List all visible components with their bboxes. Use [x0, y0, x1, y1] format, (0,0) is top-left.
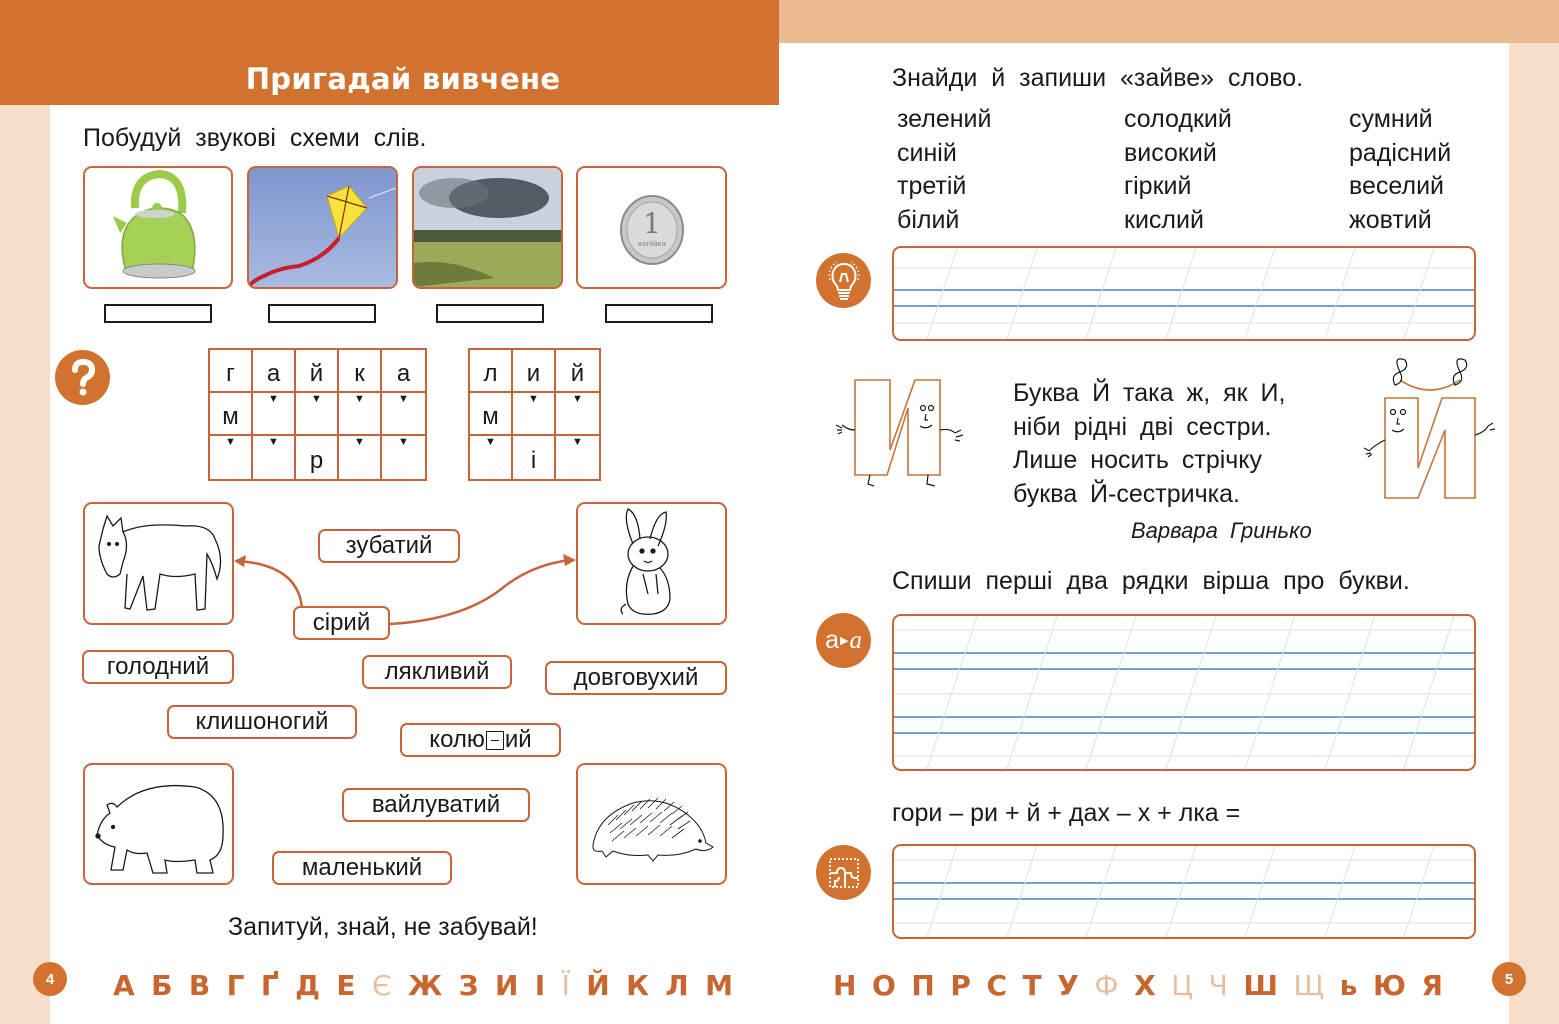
word-item: третій	[897, 172, 967, 200]
svg-text:1: 1	[643, 207, 661, 240]
alphabet-letter: Б	[151, 968, 173, 1002]
word-part-suffix: ий	[504, 726, 532, 753]
word-item: жовтий	[1349, 205, 1432, 234]
word-chip-siryi[interactable]: сірий	[293, 606, 390, 640]
word-item: синій	[897, 138, 957, 167]
grid-cell[interactable]	[470, 436, 513, 479]
bear-image	[85, 765, 232, 883]
alphabet-letter: Й	[586, 968, 610, 1002]
alphabet-letter: Л	[665, 968, 689, 1002]
hedgehog-image	[578, 765, 725, 883]
missing-letter-box[interactable]	[486, 731, 504, 750]
alphabet-letter: Г	[226, 968, 245, 1002]
word-columns	[897, 103, 1517, 237]
grid-letter: і	[530, 446, 537, 474]
grid-cell[interactable]	[556, 436, 599, 479]
grid-cell	[382, 350, 425, 393]
picture-card-hedgehog	[576, 763, 727, 885]
grid-cell[interactable]	[253, 436, 296, 479]
alphabet-letter: Ж	[407, 968, 443, 1002]
answer-slot-3[interactable]	[436, 304, 544, 323]
arrow-down-icon: ▼	[354, 436, 365, 448]
arrow-down-icon: ▼	[572, 436, 583, 448]
grid-cell	[470, 393, 513, 436]
alphabet-letter: С	[986, 968, 1008, 1002]
alphabet-letter: М	[705, 968, 733, 1002]
sound-grid-lyi	[468, 348, 601, 481]
word-equation-puzzle: гори – ри + й + дах – х + лка =	[892, 799, 1241, 827]
alphabet-letter: Т	[1022, 968, 1042, 1002]
word-chip-klyshonohyi[interactable]: клишоногий	[167, 705, 357, 739]
alphabet-letter: ь	[1339, 968, 1358, 1002]
alphabet-letter: Р	[950, 968, 971, 1002]
word-chip-dovhovukhyi[interactable]: довговухий	[545, 661, 727, 695]
word-chip-liaklyvyi[interactable]: лякливий	[362, 655, 512, 689]
grid-cell	[296, 350, 339, 393]
arrow-right-icon: ▶	[839, 635, 849, 647]
grid-letter: а	[396, 359, 411, 387]
alphabet-letter: Ш	[1243, 968, 1278, 1002]
kettle-image	[85, 168, 231, 287]
word-chip-malenkyi[interactable]: маленький	[272, 851, 452, 885]
alphabet-letter: О	[872, 968, 896, 1002]
alphabet-letter: Ф	[1094, 968, 1119, 1002]
arrow-down-icon: ▼	[354, 393, 365, 405]
grid-cell	[556, 350, 599, 393]
poem-line: Лише носить стрічку	[1013, 446, 1263, 474]
ruled-lines	[894, 616, 1474, 769]
grid-cell[interactable]	[556, 393, 599, 436]
writing-lines-answer-1[interactable]	[892, 246, 1476, 341]
alphabet-letter: Ґ	[260, 968, 279, 1002]
poem-line: Буква Й така ж, як И,	[1013, 379, 1286, 407]
arrow-down-icon: ▼	[268, 393, 279, 405]
alphabet-letter: Ю	[1372, 968, 1406, 1002]
word-column-1	[897, 103, 1124, 237]
arrow-down-icon: ▼	[311, 393, 322, 405]
alphabet-letter: І	[534, 968, 546, 1002]
grid-letter: й	[309, 359, 324, 387]
word-item: солодкий	[1124, 105, 1232, 133]
poem-line: буква Й-сестричка.	[1013, 479, 1240, 508]
letter-yi-character-illustration	[1360, 350, 1500, 505]
word-part-prefix: колю	[429, 726, 485, 753]
poem-author: Варвара Гринько	[1131, 518, 1312, 543]
word-item: сумний	[1349, 105, 1433, 133]
cursive-letter: a	[849, 626, 862, 654]
word-column-2	[1124, 103, 1349, 237]
connector-arrows	[230, 550, 580, 640]
arrow-down-icon: ▼	[268, 436, 279, 448]
letter-y-character-illustration	[830, 370, 970, 500]
svg-text:копійка: копійка	[637, 240, 667, 248]
alphabet-strip-left	[113, 966, 733, 1004]
grid-letter: и	[526, 359, 541, 387]
task-instruction-copy-lines: Спиши перші два рядки вірша про букви.	[892, 567, 1410, 595]
arrow-down-icon: ▼	[225, 436, 236, 448]
word-column-3	[1349, 103, 1451, 237]
picture-card-hare	[576, 502, 727, 625]
writing-lines-answer-2[interactable]	[892, 614, 1476, 771]
left-page-margin	[0, 105, 50, 1024]
word-chip-holodnyi[interactable]: голодний	[82, 650, 234, 684]
word-chip-koliuchyi[interactable]	[400, 723, 561, 757]
grid-letter: р	[309, 446, 324, 474]
alphabet-letter: Я	[1421, 968, 1443, 1002]
alphabet-letter: Е	[336, 968, 356, 1002]
word-item: високий	[1124, 138, 1217, 167]
ruled-lines	[894, 846, 1474, 937]
word-chip-zubatyi[interactable]: зубатий	[318, 529, 460, 563]
section-title: Пригадай вивчене	[245, 62, 561, 96]
alphabet-letter: П	[911, 968, 935, 1002]
flock-image	[414, 168, 561, 287]
kite-image	[249, 168, 396, 287]
grid-letter: м	[482, 402, 499, 430]
picture-card-wolf	[83, 502, 234, 625]
coin-image	[578, 168, 725, 287]
arrow-down-icon: ▼	[528, 393, 539, 405]
alphabet-letter: Д	[295, 968, 321, 1002]
right-page-header-bar	[779, 0, 1559, 43]
alphabet-letter: Ч	[1208, 968, 1228, 1002]
question-icon	[55, 350, 110, 405]
word-item: веселий	[1349, 172, 1444, 200]
grid-cell	[513, 350, 556, 393]
picture-card-kite	[247, 166, 398, 289]
alphabet-letter: Щ	[1293, 968, 1325, 1002]
grid-cell	[339, 350, 382, 393]
grid-letter: к	[354, 359, 365, 387]
ruled-lines	[894, 248, 1474, 339]
arrow-down-icon: ▼	[398, 436, 409, 448]
alphabet-letter: Ї	[561, 968, 570, 1002]
poem	[1013, 377, 1285, 511]
grid-cell[interactable]	[513, 393, 556, 436]
grid-cell	[470, 350, 513, 393]
grid-cell[interactable]	[210, 436, 253, 479]
alphabet-letter: Н	[833, 968, 857, 1002]
answer-slot-2[interactable]	[268, 304, 376, 323]
proverb-text: Запитуй, знай, не забувай!	[228, 913, 538, 941]
sound-grid-haika	[208, 348, 427, 481]
alphabet-strip-right	[833, 966, 1443, 1004]
hare-image	[578, 504, 725, 623]
grid-letter: м	[222, 402, 239, 430]
puzzle-icon	[816, 845, 871, 900]
grid-letter: а	[266, 359, 281, 387]
word-item: радісний	[1349, 138, 1452, 167]
picture-card-kettle	[83, 166, 233, 289]
alphabet-letter: З	[458, 968, 479, 1002]
grid-letter: л	[483, 359, 498, 387]
alphabet-letter: К	[626, 968, 650, 1002]
alphabet-letter: Х	[1134, 968, 1156, 1002]
grid-cell	[253, 350, 296, 393]
alphabet-letter: А	[113, 968, 135, 1002]
alphabet-letter: И	[494, 968, 519, 1002]
print-letter: а	[825, 626, 839, 654]
arrow-down-icon: ▼	[398, 393, 409, 405]
grid-cell[interactable]	[339, 393, 382, 436]
picture-card-flock	[412, 166, 563, 289]
alphabet-letter: Є	[371, 968, 392, 1002]
grid-cell[interactable]	[339, 436, 382, 479]
grid-cell	[210, 350, 253, 393]
grid-cell[interactable]	[382, 436, 425, 479]
alphabet-letter: Ц	[1171, 968, 1193, 1002]
grid-letter: й	[570, 359, 585, 387]
picture-card-coin	[576, 166, 727, 289]
alphabet-letter: В	[188, 968, 211, 1002]
picture-card-bear	[83, 763, 234, 885]
grid-cell	[513, 436, 556, 479]
task-instruction-sound-schemes: Побудуй звукові схеми слів.	[83, 124, 427, 152]
page-number-badge-right: 5	[1492, 962, 1526, 996]
writing-lines-answer-3[interactable]	[892, 844, 1476, 939]
grid-letter: г	[226, 359, 235, 387]
print-to-cursive-icon	[816, 613, 871, 668]
word-item: кислий	[1124, 205, 1204, 234]
grid-cell[interactable]	[296, 393, 339, 436]
answer-slot-1[interactable]	[104, 304, 212, 323]
alphabet-letter: У	[1057, 968, 1079, 1002]
poem-line: ніби рідні дві сестри.	[1013, 412, 1272, 441]
word-item: гіркий	[1124, 172, 1192, 200]
grid-cell	[296, 436, 339, 479]
grid-cell[interactable]	[382, 393, 425, 436]
word-item: зелений	[897, 105, 992, 133]
word-item: білий	[897, 205, 960, 234]
lightbulb-icon	[816, 253, 871, 308]
arrow-down-icon: ▼	[485, 436, 496, 448]
page-number-badge-left: 4	[33, 962, 67, 996]
grid-cell[interactable]	[253, 393, 296, 436]
wolf-image	[85, 504, 232, 623]
answer-slot-4[interactable]	[605, 304, 713, 323]
arrow-down-icon: ▼	[572, 393, 583, 405]
word-chip-vailuvatyi[interactable]: вайлуватий	[342, 788, 530, 822]
task-instruction-odd-word: Знайди й запиши «зайве» слово.	[892, 64, 1304, 92]
grid-cell	[210, 393, 253, 436]
